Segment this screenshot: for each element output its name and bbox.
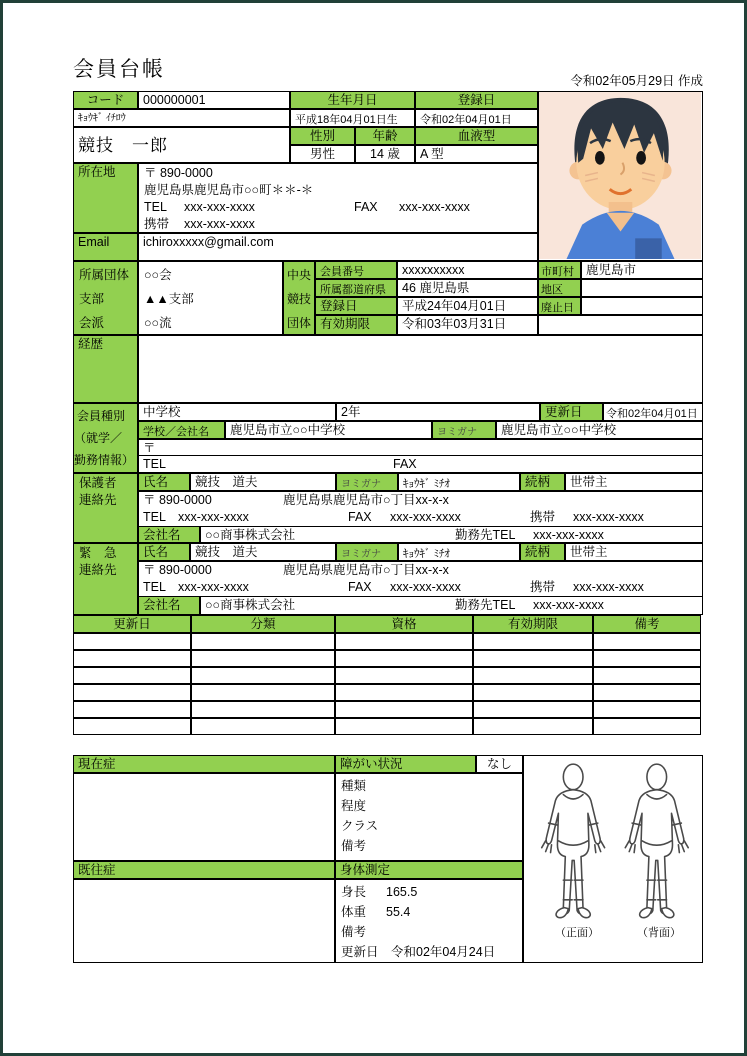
district-value bbox=[581, 279, 703, 297]
blood-label: 血液型 bbox=[415, 127, 538, 145]
past-illness-value bbox=[73, 879, 335, 963]
emergency-postal: 〒 890-0000 bbox=[143, 563, 212, 577]
branch-label: 支部 bbox=[79, 292, 105, 306]
guardian-tel-row bbox=[138, 509, 703, 526]
prefecture-label: 所属都道府県 bbox=[315, 279, 397, 297]
affiliation-values bbox=[138, 261, 283, 335]
figure-back-label: （背面） bbox=[637, 927, 681, 939]
faction-label: 会派 bbox=[79, 316, 105, 330]
district-label: 地区 bbox=[538, 279, 581, 297]
qual-empty-cell bbox=[593, 718, 701, 735]
sex-label: 性別 bbox=[290, 127, 355, 145]
avatar-illustration bbox=[539, 92, 701, 259]
membership-label: 会員種別 （就学／ 勤務情報） bbox=[73, 403, 138, 473]
measure-note-label: 備考 bbox=[341, 925, 367, 939]
guardian-worktel-value: xxx-xxx-xxxx bbox=[533, 528, 604, 542]
school-tel-label: TEL bbox=[143, 457, 166, 471]
guardian-name-value: 競技 道夫 bbox=[190, 473, 336, 491]
emergency-tel-label: TEL bbox=[143, 580, 166, 594]
emergency-address-row bbox=[138, 561, 703, 579]
qual-empty-cell bbox=[73, 633, 191, 650]
guardian-address-row bbox=[138, 491, 703, 509]
expiry-label: 有効期限 bbox=[315, 315, 397, 335]
height-label: 身長 bbox=[341, 885, 367, 899]
disability-degree-label: 程度 bbox=[341, 799, 367, 813]
emergency-mobile-value: xxx-xxx-xxxx bbox=[573, 580, 644, 594]
tel-label: TEL bbox=[144, 200, 167, 214]
disability-value: なし bbox=[476, 755, 523, 773]
qual-empty-cell bbox=[473, 633, 593, 650]
school-kana-value: 鹿児島市立○○中学校 bbox=[496, 421, 703, 439]
affiliation-blank-cell bbox=[538, 315, 703, 335]
emergency-fax-value: xxx-xxx-xxxx bbox=[390, 580, 461, 594]
qual-empty-cell bbox=[593, 701, 701, 718]
mobile-label: 携帯 bbox=[144, 217, 170, 231]
blood-value: A 型 bbox=[415, 145, 538, 163]
qual-empty-cell bbox=[593, 667, 701, 684]
affiliation-reg-value: 平成24年04月01日 bbox=[397, 297, 538, 315]
qual-empty-cell bbox=[73, 650, 191, 667]
age-value: 14 歳 bbox=[355, 145, 415, 163]
qual-empty-cell bbox=[191, 667, 335, 684]
created-date: 令和02年05月29日 作成 bbox=[570, 74, 703, 88]
prefecture-value: 46 鹿児島県 bbox=[397, 279, 538, 297]
birth-value: 平成18年04月01日生 bbox=[290, 109, 415, 127]
guardian-label: 保護者 連絡先 bbox=[73, 473, 138, 543]
emergency-company-label: 会社名 bbox=[138, 596, 200, 615]
emergency-tel-value: xxx-xxx-xxxx bbox=[178, 580, 249, 594]
qual-empty-cell bbox=[73, 701, 191, 718]
guardian-postal: 〒 890-0000 bbox=[143, 493, 212, 507]
qual-empty-cell bbox=[73, 718, 191, 735]
emergency-name-value: 競技 道夫 bbox=[190, 543, 336, 561]
qual-empty-cell bbox=[191, 650, 335, 667]
emergency-kana-label: ヨミガナ bbox=[336, 543, 398, 561]
qual-empty-cell bbox=[191, 718, 335, 735]
address-block bbox=[138, 163, 538, 233]
qual-empty-cell bbox=[473, 667, 593, 684]
member-no-value: xxxxxxxxxx bbox=[397, 261, 538, 279]
faction-value: ○○流 bbox=[144, 316, 172, 330]
abolish-value bbox=[581, 297, 703, 315]
address-label: 所在地 bbox=[73, 163, 138, 233]
qual-empty-cell bbox=[335, 633, 473, 650]
qual-empty-cell bbox=[335, 684, 473, 701]
guardian-mobile-value: xxx-xxx-xxxx bbox=[573, 510, 644, 524]
mobile-value: xxx-xxx-xxxx bbox=[184, 217, 255, 231]
membership-update-value: 令和02年04月01日 bbox=[603, 403, 703, 421]
qual-empty-cell bbox=[73, 667, 191, 684]
school-telfax-row bbox=[138, 455, 703, 473]
qual-empty-cell bbox=[593, 650, 701, 667]
guardian-name-label: 氏名 bbox=[138, 473, 190, 491]
measure-update-value: 令和02年04月24日 bbox=[391, 945, 496, 959]
emergency-relation-label: 続柄 bbox=[520, 543, 565, 561]
guardian-relation-value: 世帯主 bbox=[565, 473, 703, 491]
email-label: Email bbox=[73, 233, 138, 261]
member-no-label: 会員番号 bbox=[315, 261, 397, 279]
guardian-street: 鹿児島県鹿児島市○丁目xx-x-x bbox=[283, 493, 449, 507]
height-value: 165.5 bbox=[386, 885, 418, 899]
central-federation-label: 中央 競技 団体 bbox=[283, 261, 315, 335]
qual-header-update: 更新日 bbox=[73, 615, 191, 633]
emergency-street: 鹿児島県鹿児島市○丁目xx-x-x bbox=[283, 563, 449, 577]
qual-empty-cell bbox=[473, 684, 593, 701]
city-label: 市町村 bbox=[538, 261, 581, 279]
qual-empty-cell bbox=[335, 667, 473, 684]
emergency-relation-value: 世帯主 bbox=[565, 543, 703, 561]
emergency-fax-label: FAX bbox=[348, 580, 372, 594]
current-illness-label: 現在症 bbox=[73, 755, 335, 773]
emergency-company-row bbox=[200, 596, 703, 615]
tel-value: xxx-xxx-xxxx bbox=[184, 200, 255, 214]
body-diagram bbox=[523, 755, 703, 963]
name-kana: ｷｮｳｷﾞ ｲﾁﾛｳ bbox=[73, 109, 290, 127]
qual-empty-cell bbox=[473, 650, 593, 667]
qual-empty-cell bbox=[191, 684, 335, 701]
emergency-name-label: 氏名 bbox=[138, 543, 190, 561]
guardian-company-row bbox=[200, 526, 703, 543]
address-street: 鹿児島県鹿児島市○○町＊＊-＊ bbox=[144, 183, 314, 197]
school-postal: 〒 bbox=[138, 439, 703, 455]
code-label: コード bbox=[73, 91, 138, 109]
email-value: ichiroxxxxx@gmail.com bbox=[138, 233, 538, 261]
affiliation-reg-label: 登録日 bbox=[315, 297, 397, 315]
past-illness-label: 既往症 bbox=[73, 861, 335, 879]
fax-label: FAX bbox=[354, 200, 378, 214]
qual-empty-cell bbox=[473, 718, 593, 735]
emergency-worktel-label: 勤務先TEL bbox=[455, 598, 516, 612]
register-label: 登録日 bbox=[415, 91, 538, 109]
disability-label: 障がい状況 bbox=[335, 755, 476, 773]
weight-value: 55.4 bbox=[386, 905, 411, 919]
register-value: 令和02年04月01日 bbox=[415, 109, 538, 127]
fax-value: xxx-xxx-xxxx bbox=[399, 200, 470, 214]
emergency-kana-value: ｷｮｳｷﾞ ﾐﾁｵ bbox=[398, 543, 520, 561]
emergency-company-value: ○○商事株式会社 bbox=[205, 598, 296, 612]
qual-empty-cell bbox=[593, 633, 701, 650]
school-name-value: 鹿児島市立○○中学校 bbox=[225, 421, 432, 439]
measure-update-label: 更新日 bbox=[341, 945, 379, 959]
page-title: 会員台帳 bbox=[73, 58, 165, 81]
guardian-relation-label: 続柄 bbox=[520, 473, 565, 491]
guardian-company-label: 会社名 bbox=[138, 526, 200, 543]
disability-detail bbox=[335, 773, 523, 861]
guardian-fax-label: FAX bbox=[348, 510, 372, 524]
career-label: 経歴 bbox=[73, 335, 138, 403]
emergency-mobile-label: 携帯 bbox=[530, 580, 556, 594]
member-name: 競技 一郎 bbox=[73, 127, 290, 163]
guardian-kana-label: ヨミガナ bbox=[336, 473, 398, 491]
qual-header-qualification: 資格 bbox=[335, 615, 473, 633]
qual-header-expiry: 有効期限 bbox=[473, 615, 593, 633]
birth-label: 生年月日 bbox=[290, 91, 415, 109]
branch-value: ▲▲支部 bbox=[144, 292, 194, 306]
measurement-label: 身体測定 bbox=[335, 861, 523, 879]
guardian-worktel-label: 勤務先TEL bbox=[455, 528, 516, 542]
guardian-mobile-label: 携帯 bbox=[530, 510, 556, 524]
affiliation-labels bbox=[73, 261, 138, 335]
age-label: 年齢 bbox=[355, 127, 415, 145]
org-value: ○○会 bbox=[144, 268, 172, 282]
qual-empty-cell bbox=[191, 633, 335, 650]
guardian-fax-value: xxx-xxx-xxxx bbox=[390, 510, 461, 524]
emergency-tel-row bbox=[138, 579, 703, 596]
guardian-tel-label: TEL bbox=[143, 510, 166, 524]
current-illness-value bbox=[73, 773, 335, 861]
qual-empty-cell bbox=[73, 684, 191, 701]
guardian-company-value: ○○商事株式会社 bbox=[205, 528, 296, 542]
emergency-worktel-value: xxx-xxx-xxxx bbox=[533, 598, 604, 612]
school-type-value: 中学校 bbox=[138, 403, 336, 421]
org-label: 所属団体 bbox=[79, 268, 130, 282]
qual-empty-cell bbox=[335, 650, 473, 667]
school-fax-label: FAX bbox=[393, 457, 417, 471]
qual-empty-cell bbox=[335, 701, 473, 718]
member-photo bbox=[538, 91, 703, 261]
school-name-label: 学校／会社名 bbox=[138, 421, 225, 439]
qual-empty-cell bbox=[335, 718, 473, 735]
career-value bbox=[138, 335, 703, 403]
school-kana-label: ヨミガナ bbox=[432, 421, 496, 439]
qual-empty-cell bbox=[191, 701, 335, 718]
disability-kind-label: 種類 bbox=[341, 779, 367, 793]
disability-class-label: クラス bbox=[341, 819, 379, 833]
measurement-values bbox=[335, 879, 523, 963]
city-value: 鹿児島市 bbox=[581, 261, 703, 279]
figure-front-label: （正面） bbox=[555, 927, 599, 939]
qual-header-category: 分類 bbox=[191, 615, 335, 633]
disability-note-label: 備考 bbox=[341, 839, 367, 853]
expiry-value: 令和03年03月31日 bbox=[397, 315, 538, 335]
abolish-label: 廃止日 bbox=[538, 297, 581, 315]
sex-value: 男性 bbox=[290, 145, 355, 163]
membership-update-label: 更新日 bbox=[540, 403, 603, 421]
grade-value: 2年 bbox=[336, 403, 540, 421]
emergency-label: 緊 急 連絡先 bbox=[73, 543, 138, 615]
guardian-tel-value: xxx-xxx-xxxx bbox=[178, 510, 249, 524]
code-value: 000000001 bbox=[138, 91, 290, 109]
qual-empty-cell bbox=[473, 701, 593, 718]
qual-header-note: 備考 bbox=[593, 615, 701, 633]
address-postal: 〒 890-0000 bbox=[144, 166, 213, 180]
qual-empty-cell bbox=[593, 684, 701, 701]
weight-label: 体重 bbox=[341, 905, 367, 919]
guardian-kana-value: ｷｮｳｷﾞ ﾐﾁｵ bbox=[398, 473, 520, 491]
